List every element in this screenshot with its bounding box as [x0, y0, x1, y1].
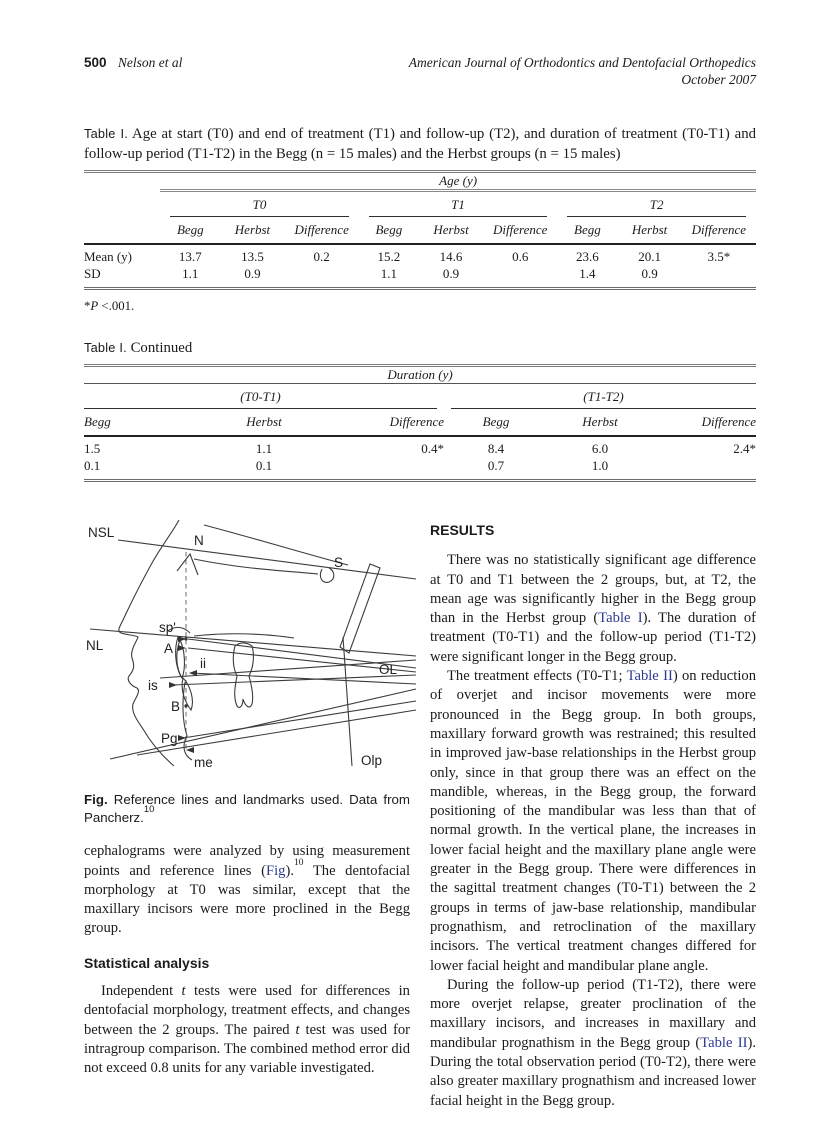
running-head — [84, 55, 756, 88]
table1-reference-link[interactable]: Table I — [598, 610, 643, 627]
table-row — [84, 436, 756, 457]
table1cont-group-t0t1: (T0-T1) — [84, 384, 437, 409]
table1cont-label: Table I. — [84, 340, 127, 355]
table-row — [84, 457, 756, 481]
figure-caption-text: Reference lines and landmarks used. Data from Pancherz. — [84, 792, 410, 825]
arrow-is — [169, 682, 177, 688]
table-cell — [682, 265, 756, 289]
landmark-label-nl: NL — [86, 638, 104, 653]
column-header: Herbst — [220, 217, 284, 244]
table-cell: 6.0 — [591, 441, 609, 456]
point-sp — [184, 637, 187, 640]
column-header: Difference — [652, 409, 756, 436]
mandibular-plane-line — [110, 689, 416, 759]
table2-reference-link[interactable]: Table II — [626, 668, 673, 685]
column-header: Herbst — [548, 409, 652, 436]
paragraph-results-3: During the follow-up period (T1-T2), there were more overjet relapse, greater proclination of the maxillary incisors, and increases in maxillary and mandibular prognathism in the Begg group (Table II). During the total observation period (T0-T2), there were also greater maxillary prognathism and increased lower facial height in the Begg group. — [430, 976, 756, 1109]
table-cell — [359, 191, 558, 218]
upper-cranial-line — [204, 525, 348, 565]
column-header: Begg — [359, 217, 419, 244]
column-header: Begg — [84, 409, 204, 436]
table-cell: 13.7 — [178, 249, 202, 264]
table-cell: 1.4 — [557, 265, 617, 289]
cephalometric-figure — [82, 519, 418, 779]
table-row — [84, 265, 756, 289]
table-cell: 0.9 — [419, 265, 483, 289]
landmark-label-me: me — [194, 755, 213, 770]
column-header: Difference — [285, 217, 359, 244]
table-cell — [84, 172, 160, 191]
table-cell: 0.9 — [220, 265, 284, 289]
paragraph-statistical-analysis: Independent t tests were used for differences in dentofacial morphology, treatment effects, and changes between the 2 groups. The paired t test was used for intragroup comparison. The combined method error did not exceed 0.8 units for any variable investigated. — [84, 983, 410, 1077]
nasion-notch — [177, 554, 198, 575]
landmark-label-n: N — [194, 533, 204, 548]
paragraph-methods-continued: cephalograms were analyzed by using measurement points and reference lines (Fig).$^{10}$ The dentofacial morphology at T0 was similar, except that the maxillary incisors were more proclined in the Begg group. — [84, 843, 411, 937]
landmark-label-sp: sp' — [159, 620, 176, 635]
table1cont-caption-text: Continued — [130, 340, 193, 356]
table-row — [84, 244, 756, 265]
figure-caption-label: Fig. — [84, 792, 108, 808]
page-number: 500 — [84, 55, 107, 70]
column-header: Difference — [324, 409, 444, 436]
table-cell — [84, 384, 444, 410]
right-column — [430, 519, 756, 1111]
column-header: Begg — [557, 217, 617, 244]
table1-group-t0: T0 — [170, 192, 349, 217]
paragraph-results-1: There was no statistically significant age difference at T0 and T1 between the 2 groups, but, at T2, the mean age was significantly higher in the Begg group than in the Herbst group (Table I). The duration of treatment (T0-T1) and the follow-up period (T1-T2) were significant longer in the Begg group. — [430, 552, 756, 665]
table-cell: 0.6 — [512, 249, 529, 264]
table1-spanner: Age (y) — [160, 172, 756, 191]
upper-incisor — [177, 640, 185, 678]
table-row — [84, 172, 756, 191]
palatal-line — [194, 634, 294, 638]
table1cont-caption — [84, 338, 756, 358]
table-cell: 0.4* — [421, 441, 444, 456]
landmark-label-nsl: NSL — [88, 525, 115, 540]
table-cell — [285, 265, 359, 289]
table-cell: 1.1 — [359, 265, 419, 289]
ramus-outline — [340, 564, 380, 653]
table-cell: 0.2 — [313, 249, 330, 264]
table-row — [84, 191, 756, 218]
running-authors: Nelson et al — [117, 55, 183, 70]
table-row — [84, 366, 756, 384]
table1-label: Table I. — [84, 126, 128, 141]
column-header: Herbst — [419, 217, 483, 244]
paragraph-results-2: The treatment effects (T0-T1; Table II) on reduction of overjet and incisor movements were more pronounced in the Begg group. In both groups, maxillary forward growth was restrained; this resulted in improved jaw-base relationships in the Herbst group only, since in that group there was an effect on the mandible, whereas, in the Begg group, the forward positioning of the mandibular was less than that of normal growth. In the vertical plane, the increases in lower facial height and the maxillary plane angle were greater in the Begg group. There were differences in the sagittal treatment changes (T0-T1) between the 2 groups in terms of jaw-base relationship, mandibular prognathism, and retroclination of the maxillary incisors. The vertical treatment changes differed for lower facial height and mandibular plane angle. — [430, 668, 756, 974]
column-header: Begg — [444, 409, 548, 436]
table1-group-t1: T1 — [369, 192, 548, 217]
left-column — [84, 519, 410, 1079]
table-cell — [557, 191, 756, 218]
olp-line — [343, 637, 352, 766]
row-label: Mean (y) — [84, 249, 133, 264]
table2-reference-link-2[interactable]: Table II — [700, 1034, 748, 1051]
table-row — [84, 409, 756, 436]
cranial-base-line — [194, 559, 318, 574]
table-cell — [652, 457, 756, 481]
table-cell: 1.1 — [255, 441, 273, 456]
section-heading-results: RESULTS — [430, 522, 495, 538]
two-column-body — [84, 519, 756, 1111]
column-header: Difference — [483, 217, 557, 244]
table-cell — [84, 191, 160, 218]
table-cell: 0.1 — [84, 457, 204, 481]
table1-caption — [84, 124, 756, 164]
table-cell: 1.1 — [160, 265, 220, 289]
table-cell: 0.7 — [444, 457, 548, 481]
table1cont-group-t1t2: (T1-T2) — [451, 384, 756, 409]
table-cell: 1.5 — [84, 441, 101, 456]
table-cell: 2.4* — [733, 441, 757, 456]
row-label: SD — [84, 265, 160, 289]
table1 — [84, 170, 756, 290]
landmark-label-is: is — [148, 678, 158, 693]
table-cell — [444, 384, 756, 410]
table1-footnote: *P <.001. — [84, 299, 135, 313]
sella-outline — [320, 568, 333, 582]
table1-continued — [84, 364, 756, 482]
table-cell: 1.0 — [548, 457, 652, 481]
landmark-label-a: A — [164, 641, 174, 656]
figure-container — [82, 519, 410, 785]
table-cell: 0.9 — [617, 265, 681, 289]
table-cell — [324, 457, 444, 481]
figure-caption — [84, 791, 410, 826]
issue-date: October 2007 — [681, 71, 756, 87]
measure-line-pg — [183, 701, 416, 738]
section-heading-statistical-analysis: Statistical analysis — [84, 954, 210, 971]
figure-caption-ref: 10 — [143, 804, 155, 816]
arrow-me — [186, 747, 194, 753]
table-cell — [483, 265, 557, 289]
fig-reference-link[interactable]: Fig — [266, 862, 286, 879]
column-header: Begg — [160, 217, 220, 244]
table-cell: 23.6 — [576, 249, 599, 264]
landmark-label-ol: OL — [379, 662, 398, 677]
column-header: Difference — [682, 217, 756, 244]
table1-caption-text: Age at start (T0) and end of treatment (T1) and follow-up (T2), and duration of treatment (T0-T1) and follow-up period (T1-T2) in the Begg (n = 15 males) and the Herbst groups (n = 15 males) — [84, 126, 757, 162]
landmark-label-olp: Olp — [361, 753, 383, 768]
running-head-right — [409, 55, 756, 88]
column-header: Herbst — [617, 217, 681, 244]
table-cell: 8.4 — [487, 441, 505, 456]
table-row — [84, 384, 756, 410]
table-cell: 13.5 — [241, 249, 264, 264]
landmark-label-pg: Pg — [161, 731, 178, 746]
table-cell: 0.1 — [204, 457, 324, 481]
landmark-label-s: S — [334, 555, 344, 570]
table-cell: 3.5* — [707, 249, 731, 264]
landmark-label-ii: ii — [200, 656, 206, 671]
citation-superscript: 10 — [293, 857, 304, 868]
journal-title: American Journal of Orthodontics and Dentofacial Orthopedics — [408, 55, 756, 70]
lower-border-line — [137, 710, 416, 755]
column-header: Herbst — [204, 409, 324, 436]
table-cell — [160, 191, 359, 218]
point-b — [184, 704, 187, 707]
table-row — [84, 217, 756, 244]
table-cell: 20.1 — [638, 249, 661, 264]
running-head-left — [84, 55, 182, 71]
table-cell — [84, 217, 160, 244]
table-cell: 15.2 — [377, 249, 401, 264]
table1-group-t2: T2 — [567, 192, 746, 217]
landmark-label-b: B — [171, 699, 181, 714]
table1cont-spanner: Duration (y) — [84, 366, 756, 384]
arrow-ii — [189, 670, 197, 676]
table-cell: 14.6 — [439, 249, 463, 264]
